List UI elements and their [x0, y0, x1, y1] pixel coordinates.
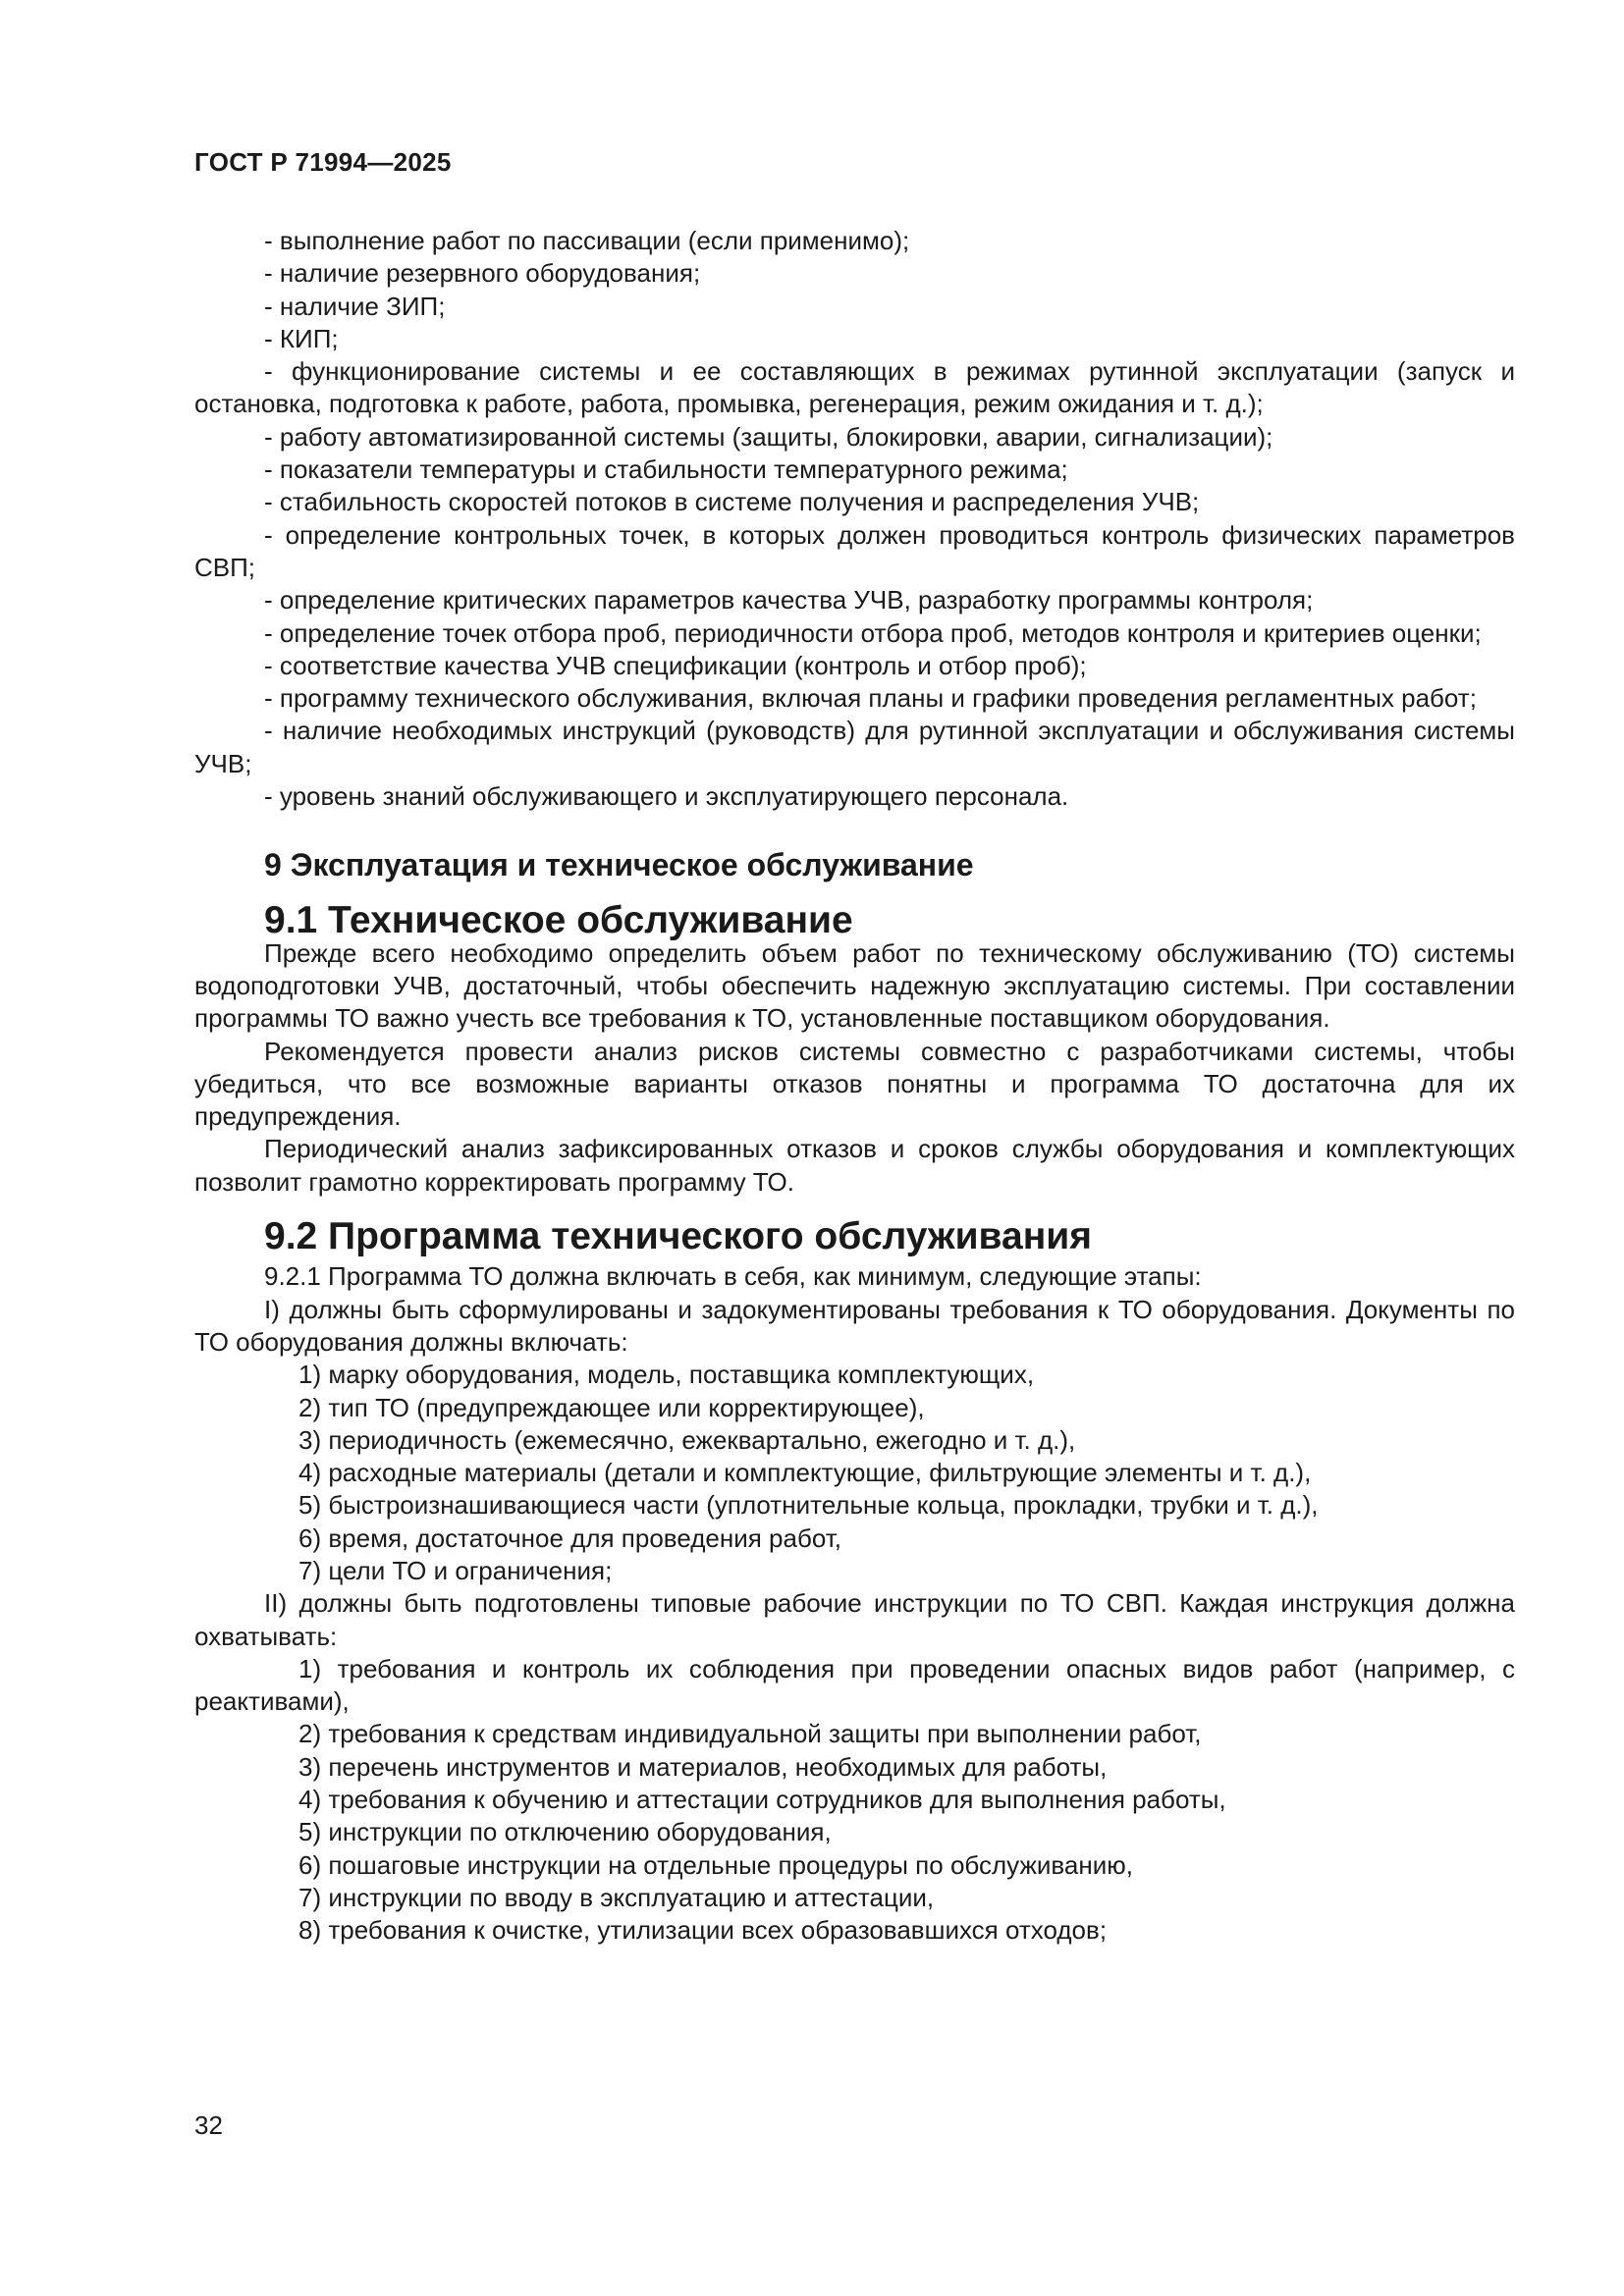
numbered-item: 5) быстроизнашивающиеся части (уплотнительные кольца, прокладки, трубки и т. д.), [298, 1490, 1319, 1521]
list-item: - работу автоматизированной системы (защиты, блокировки, аварии, сигнализации); [264, 421, 1273, 452]
list-item: - программу технического обслуживания, включая планы и графики проведения регламентных работ; [264, 683, 1477, 714]
list-item: - уровень знаний обслуживающего и эксплуатирующего персонала. [264, 781, 1069, 812]
list-item: - стабильность скоростей потоков в системе получения и распределения УЧВ; [264, 487, 1200, 517]
list-item: - определение точек отбора проб, периодичности отбора проб, методов контроля и критериев оценки; [264, 617, 1482, 648]
numbered-item: 2) тип ТО (предупреждающее или корректирующее), [298, 1392, 925, 1422]
numbered-item: 7) инструкции по вводу в эксплуатацию и аттестации, [298, 1882, 935, 1912]
list-item: - определение контрольных точек, в которых должен проводиться контроль физических параметров СВП; [194, 519, 1515, 582]
document-body [194, 225, 1515, 1948]
numbered-item: 4) расходные материалы (детали и комплектующие, фильтрующие элементы и т. д.), [298, 1458, 1312, 1488]
section-9-1-heading: 9.1 Техническое обслуживание [264, 899, 853, 942]
list-item: - наличие ЗИП; [264, 291, 446, 321]
stage-item: II) должны быть подготовлены типовые рабочие инструкции по ТО СВП. Каждая инструкция должна охватывать: [194, 1588, 1515, 1651]
page-number: 32 [194, 2110, 223, 2140]
list-item: - наличие резервного оборудования; [264, 258, 701, 289]
section-9-heading: 9 Эксплуатация и техническое обслуживание [264, 847, 974, 883]
numbered-item: 8) требования к очистке, утилизации всех образовавшихся отходов; [298, 1915, 1108, 1946]
paragraph: Периодический анализ зафиксированных отказов и сроков службы оборудования и комплектующих позволит грамотно корректировать программу ТО. [194, 1134, 1515, 1197]
list-item: - выполнение работ по пассивации (если применимо); [264, 226, 910, 255]
stage-item: I) должны быть сформулированы и задокументированы требования к ТО оборудования. Документы по ТО оборудования должны включать: [194, 1294, 1515, 1357]
numbered-item: 6) пошаговые инструкции на отдельные процедуры по обслуживанию, [298, 1849, 1133, 1880]
list-item: - показатели температуры и стабильности температурного режима; [264, 454, 1068, 485]
numbered-item: 2) требования к средствам индивидуальной защиты при выполнении работ, [298, 1719, 1202, 1749]
numbered-item: 7) цели ТО и ограничения; [298, 1555, 613, 1585]
numbered-item: 1) марку оборудования, модель, поставщика комплектующих, [298, 1360, 1035, 1390]
list-item: - КИП; [264, 323, 339, 353]
document-header: ГОСТ Р 71994—2025 [194, 147, 452, 177]
list-item: - функционирование системы и ее составляющих в режимах рутинной эксплуатации (запуск и остановка, подготовка к работе, работа, промывка, регенерация, режим ожидания и т. д.); [194, 356, 1515, 419]
numbered-item: 5) инструкции по отключению оборудования, [298, 1817, 832, 1847]
numbered-item: 6) время, достаточное для проведения работ, [298, 1522, 841, 1553]
numbered-item: 4) требования к обучению и аттестации сотрудников для выполнения работы, [298, 1785, 1226, 1815]
numbered-item: 3) периодичность (ежемесячно, ежеквартально, ежегодно и т. д.), [298, 1424, 1076, 1455]
paragraph: 9.2.1 Программа ТО должна включать в себя, как минимум, следующие этапы: [264, 1261, 1202, 1292]
numbered-item: 1) требования и контроль их соблюдения при проведении опасных видов работ (например, с реактивами), [194, 1653, 1515, 1717]
paragraph: Прежде всего необходимо определить объем работ по техническому обслуживанию (ТО) системы водоподготовки УЧВ, достаточный, чтобы обеспечить надежную эксплуатацию системы. При составлении программы ТО важно учесть все требования к ТО, установленные поставщиком оборудования. [194, 937, 1515, 1034]
list-item: - определение критических параметров качества УЧВ, разработку программы контроля; [264, 585, 1314, 615]
numbered-item: 3) перечень инструментов и материалов, необходимых для работы, [298, 1751, 1108, 1782]
list-item: - наличие необходимых инструкций (руководств) для рутинной эксплуатации и обслуживания системы УЧВ; [194, 716, 1515, 778]
paragraph: Рекомендуется провести анализ рисков системы совместно с разработчиками системы, чтобы убедиться, что все возможные варианты отказов понятны и программа ТО достаточна для их предупреждения. [194, 1036, 1515, 1132]
section-9-2-heading: 9.2 Программа технического обслуживания [264, 1215, 1092, 1258]
list-item: - соответствие качества УЧВ спецификации (контроль и отбор проб); [264, 650, 1087, 680]
